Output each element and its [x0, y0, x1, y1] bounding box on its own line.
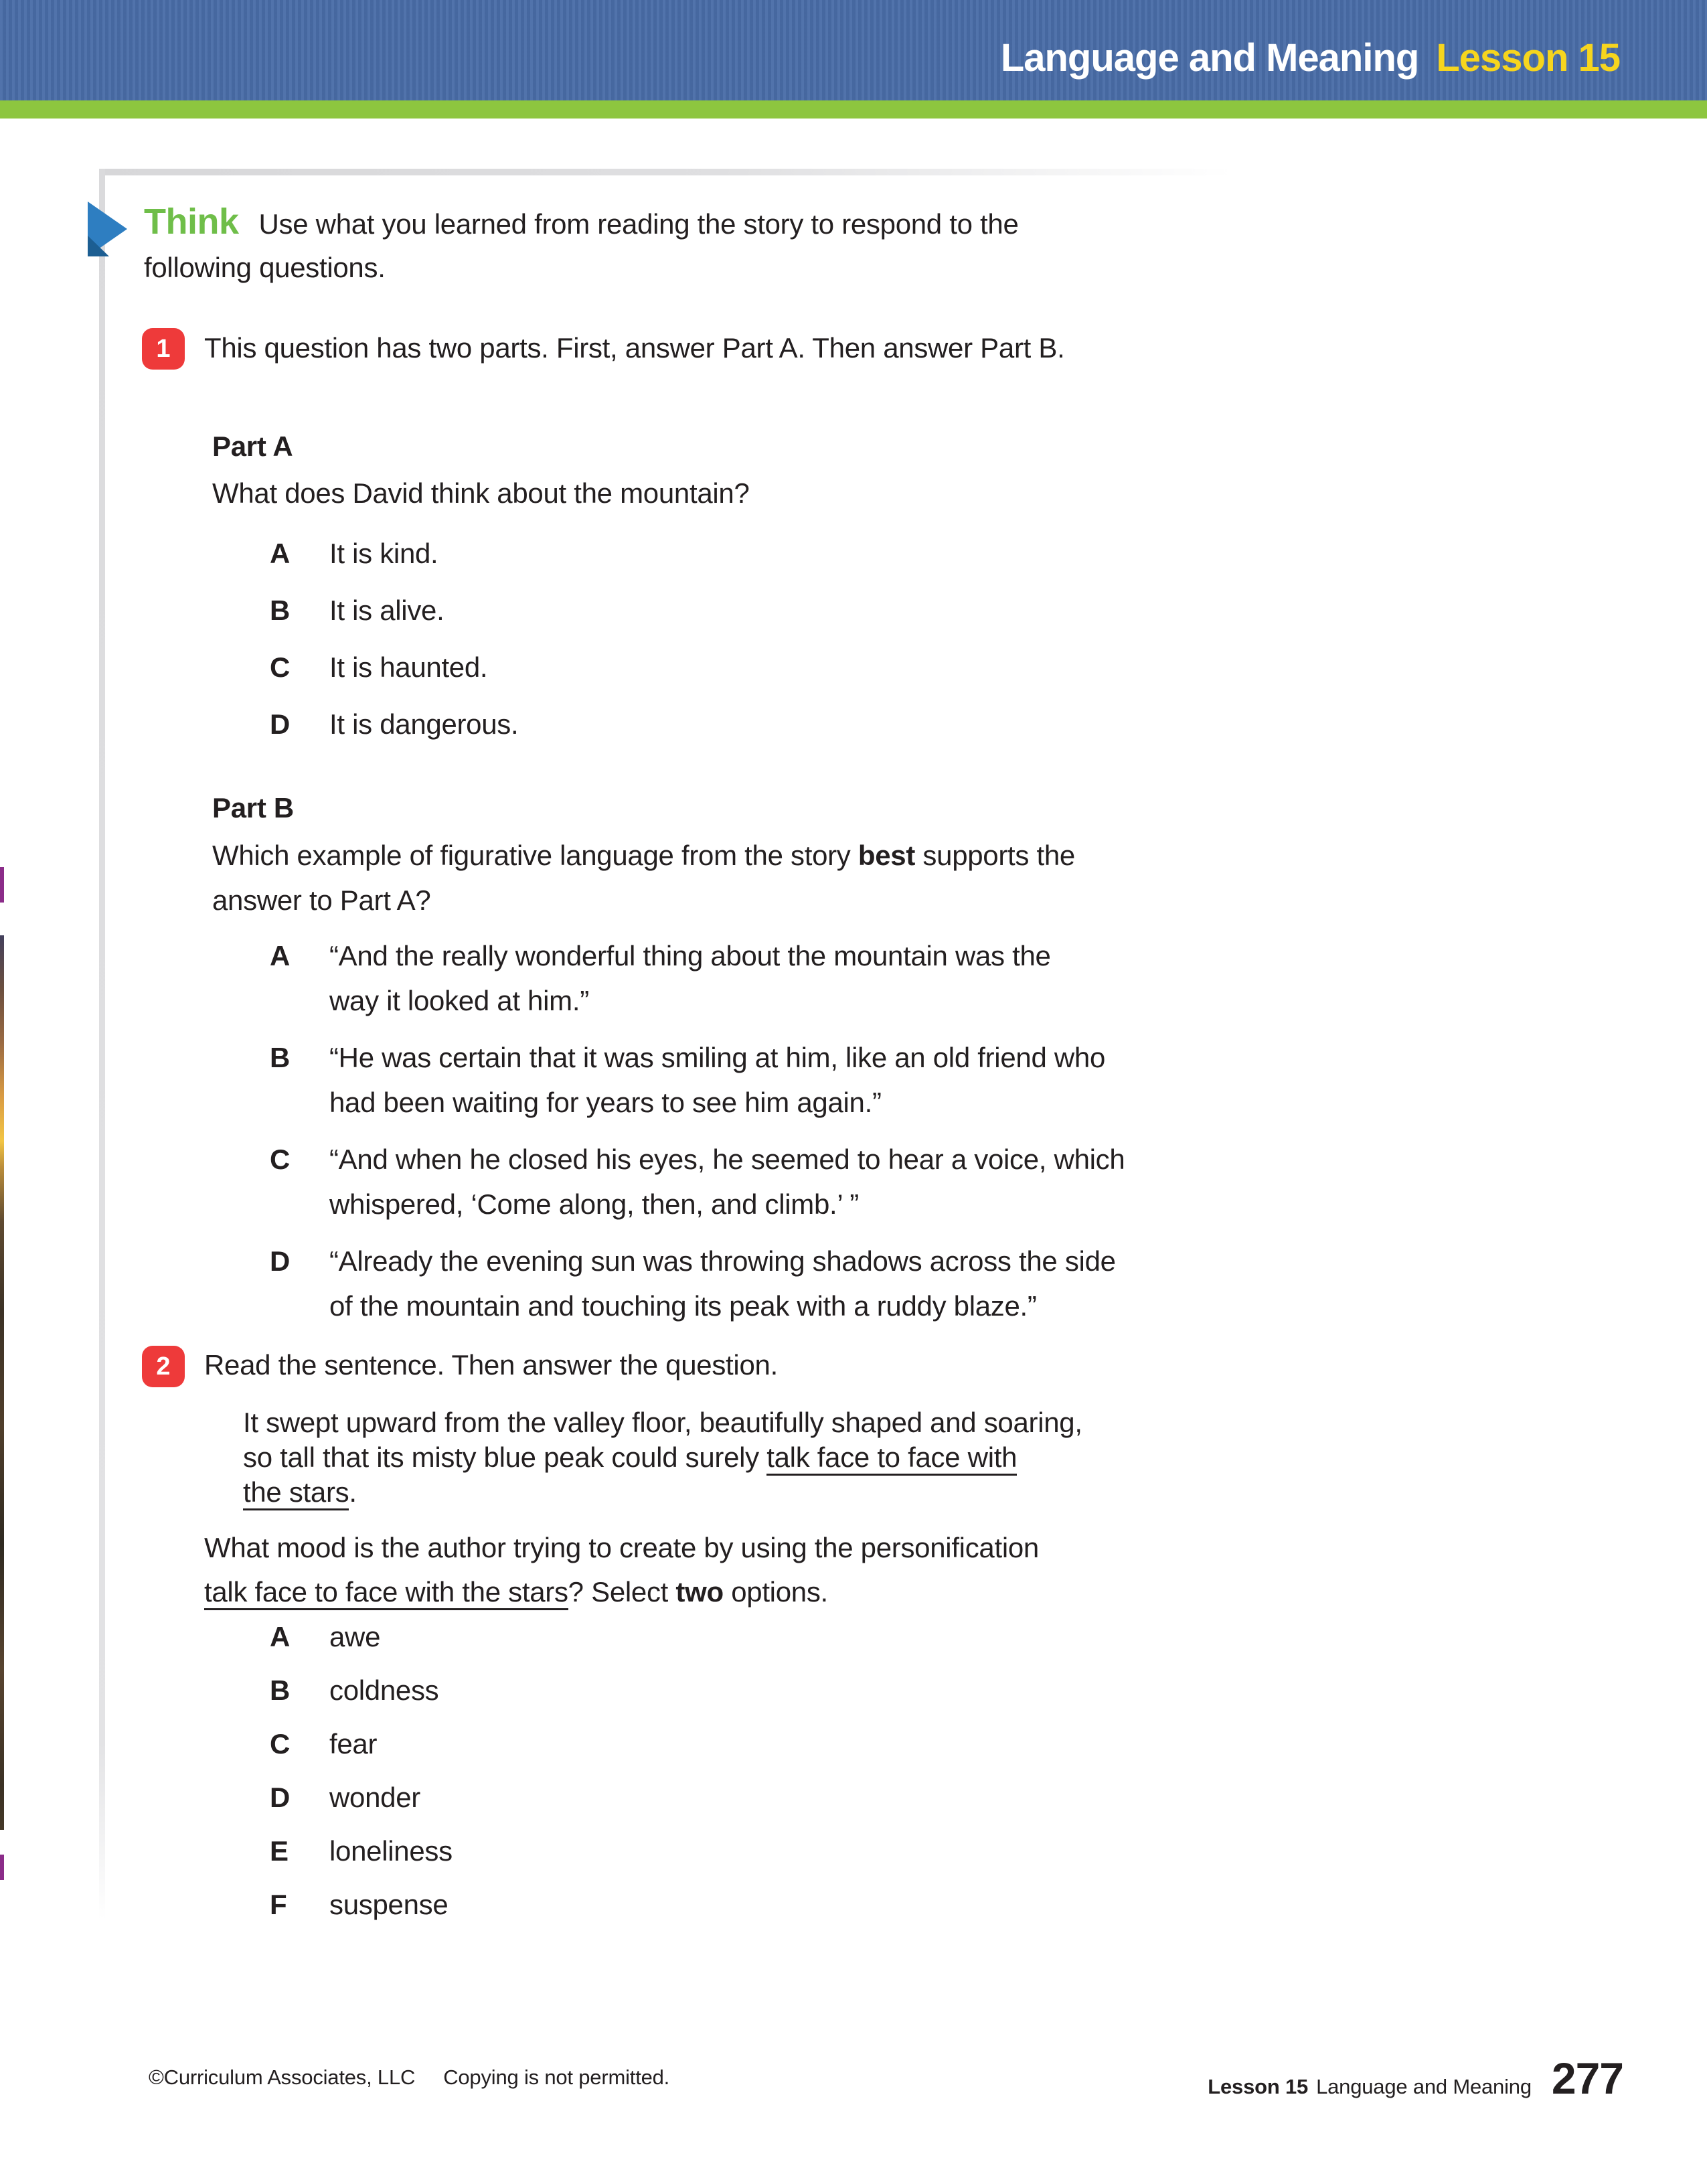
footer-copyright-text: ©Curriculum Associates, LLC [149, 2065, 416, 2089]
question-2-stem-line1: What mood is the author trying to create by using the personification [204, 1532, 1039, 1563]
q2-option-d [270, 1780, 420, 1816]
question-2-quote [243, 1405, 1327, 1510]
q2-option-e [270, 1834, 453, 1869]
question-2-stem-mid: ? Select [568, 1576, 676, 1608]
part-b-option-c [270, 1137, 1461, 1227]
part-b-stem-text: Which example of figurative language from the story [212, 840, 858, 871]
option-text: “He was certain that it was smiling at him, like an old friend who had been waiting for years to see him again.” [329, 1042, 1106, 1118]
option-text: fear [329, 1728, 378, 1760]
option-letter: B [270, 1042, 291, 1073]
part-a-heading: Part A [212, 431, 293, 462]
option-text: coldness [329, 1674, 439, 1706]
option-letter: F [270, 1889, 287, 1920]
option-text: It is kind. [329, 538, 438, 569]
quote-line1: It swept upward from the valley floor, beautifully shaped and soaring, [243, 1407, 1082, 1438]
option-letter: E [270, 1835, 289, 1867]
option-letter: B [270, 595, 291, 626]
think-text-line1: Use what you learned from reading the story to respond to the [258, 208, 1019, 240]
question-2-number: 2 [156, 1352, 171, 1381]
part-b-stem-line2: answer to Part A? [212, 884, 431, 916]
option-text: loneliness [329, 1835, 453, 1867]
option-letter: A [270, 1621, 291, 1652]
q2-option-f [270, 1887, 448, 1923]
quote-line2-underlined: talk face to face with [766, 1441, 1017, 1476]
card-left-edge [99, 169, 105, 1920]
question-2-badge [142, 1346, 185, 1387]
option-letter: C [270, 1728, 291, 1760]
footer-copying-text: Copying is not permitted. [443, 2065, 670, 2089]
option-text: It is haunted. [329, 651, 488, 683]
scan-edge-photo-strip [0, 935, 4, 1830]
footer-copyright [149, 2065, 669, 2090]
option-letter: B [270, 1674, 291, 1706]
part-b-stem-bold: best [858, 840, 916, 871]
option-letter: C [270, 651, 291, 683]
option-letter: D [270, 1782, 291, 1813]
footer-page-number: 277 [1551, 2053, 1623, 2103]
option-letter: A [270, 538, 291, 569]
quote-line3-end: . [349, 1476, 357, 1508]
option-text: It is dangerous. [329, 708, 519, 740]
option-letter: D [270, 708, 291, 740]
option-text: suspense [329, 1889, 449, 1920]
part-b-stem [212, 833, 1297, 923]
option-text: awe [329, 1621, 381, 1652]
option-letter: A [270, 940, 291, 971]
question-2-stem-end: options. [723, 1576, 828, 1608]
part-b-option-a [270, 933, 1461, 1023]
part-b-option-b [270, 1035, 1461, 1125]
question-1-number: 1 [156, 334, 171, 363]
part-b-stem-text-after: supports the [915, 840, 1075, 871]
footer-lesson-number: Lesson 15 [1208, 2075, 1309, 2098]
think-intro [144, 201, 1019, 242]
part-a-stem: What does David think about the mountain? [212, 477, 750, 509]
scan-edge-purple-strip-2 [0, 1855, 4, 1880]
question-2-prompt: Read the sentence. Then answer the question. [204, 1349, 778, 1381]
green-stripe [0, 100, 1707, 119]
part-b-heading: Part B [212, 792, 294, 824]
part-b-option-d [270, 1239, 1461, 1328]
q2-option-c [270, 1727, 377, 1762]
question-1-prompt: This question has two parts. First, answer Part A. Then answer Part B. [204, 332, 1065, 364]
quote-line2-plain: so tall that its misty blue peak could surely [243, 1441, 767, 1473]
option-text: “Already the evening sun was throwing shadows across the side of the mountain and touching its peak with a ruddy blaze.” [329, 1245, 1116, 1322]
footer-lesson-info [1208, 2053, 1623, 2104]
q2-option-b [270, 1673, 438, 1709]
footer-lesson-title: Language and Meaning [1316, 2075, 1532, 2098]
header-lesson-label: Lesson 15 [1436, 35, 1620, 80]
part-a-option-c [270, 650, 487, 686]
part-a-option-d [270, 707, 518, 743]
option-text: “And when he closed his eyes, he seemed to hear a voice, which whispered, ‘Come along, then, and climb.’ ” [329, 1144, 1125, 1220]
part-a-option-a [270, 536, 438, 572]
question-2-stem-bold: two [675, 1576, 724, 1608]
option-text: wonder [329, 1782, 420, 1813]
quote-line3-underlined: the stars [243, 1476, 349, 1510]
q2-option-a [270, 1620, 380, 1655]
question-1-badge [142, 328, 185, 370]
option-letter: D [270, 1245, 291, 1277]
card-top-edge [100, 169, 1232, 175]
header-title: Language and Meaning [1000, 35, 1419, 80]
question-2-stem [204, 1526, 1342, 1614]
scan-edge-purple-strip [0, 867, 4, 903]
part-a-option-b [270, 593, 444, 629]
think-text-line2: following questions. [144, 252, 386, 283]
question-2-stem-underlined: talk face to face with the stars [204, 1576, 568, 1610]
option-text: It is alive. [329, 595, 444, 626]
option-text: “And the really wonderful thing about the mountain was the way it looked at him.” [329, 940, 1051, 1016]
header-band [0, 0, 1707, 100]
think-flag-fold-icon [88, 236, 109, 256]
think-label: Think [144, 202, 239, 242]
option-letter: C [270, 1144, 291, 1175]
